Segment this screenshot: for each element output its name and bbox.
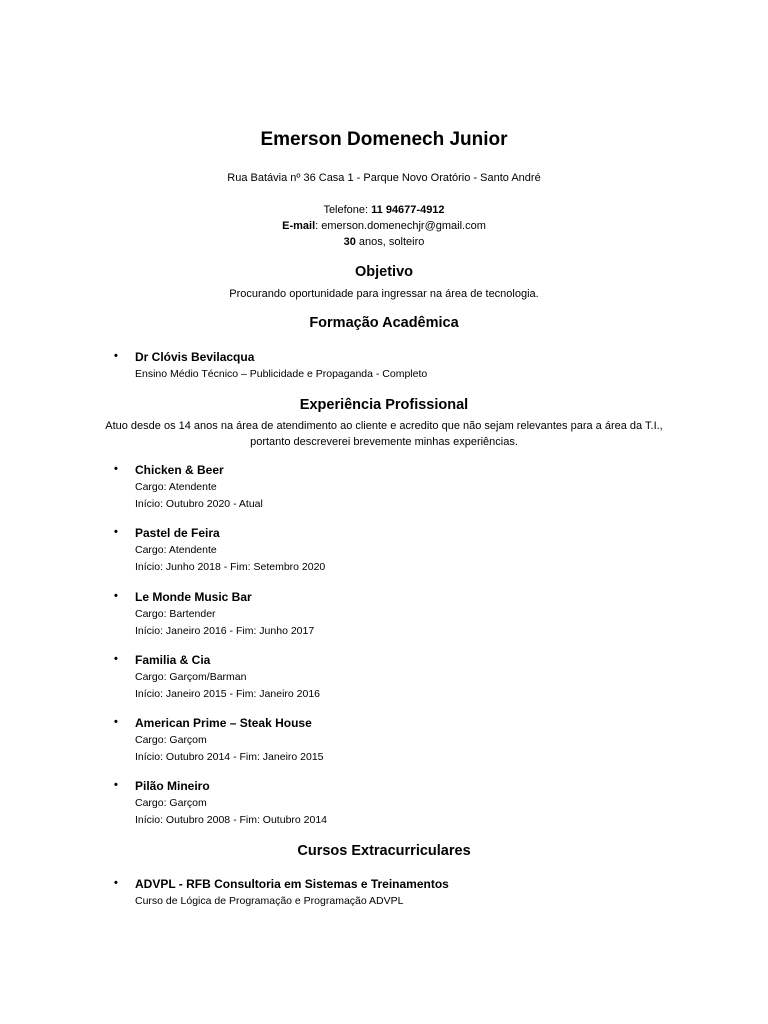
age-line <box>0 234 768 250</box>
phone-label: Telefone: <box>323 204 372 216</box>
phone-value: 11 94677-4912 <box>371 204 445 216</box>
experience-company: Pilão Mineiro <box>135 779 210 793</box>
experience-intro-line1: Atuo desde os 14 anos na área de atendimento ao cliente e acredito que não sejam relevantes para a área da T.I., <box>105 420 663 432</box>
bullet: • <box>114 653 118 665</box>
experience-company: Le Monde Music Bar <box>135 590 252 604</box>
experience-company: Chicken & Beer <box>135 463 224 477</box>
experience-heading: Experiência Profissional <box>299 397 469 413</box>
experience-role: Cargo: Garçom <box>135 734 207 746</box>
bullet: • <box>114 350 118 362</box>
experience-period: Início: Outubro 2008 - Fim: Outubro 2014 <box>135 814 328 826</box>
education-detail: Ensino Médio Técnico – Publicidade e Propaganda - Completo <box>135 368 428 380</box>
bullet: • <box>114 779 118 791</box>
experience-item <box>114 462 674 513</box>
age-value: 30 <box>343 236 356 248</box>
phone-line <box>0 202 768 218</box>
education-item <box>114 349 674 383</box>
objective-text: Procurando oportunidade para ingressar na área de tecnologia. <box>229 288 539 300</box>
address: Rua Batávia nº 36 Casa 1 - Parque Novo Oratório - Santo André <box>227 172 541 184</box>
email-value: : emerson.domenechjr@gmail.com <box>315 220 486 232</box>
email-line <box>0 218 768 234</box>
education-heading: Formação Acadêmica <box>309 315 459 331</box>
experience-role: Cargo: Garçom <box>135 797 207 809</box>
age-rest: anos, solteiro <box>355 236 425 248</box>
course-name: ADVPL - RFB Consultoria em Sistemas e Treinamentos <box>135 877 449 891</box>
course-item <box>114 876 674 910</box>
experience-period: Início: Junho 2018 - Fim: Setembro 2020 <box>135 561 326 573</box>
course-detail: Curso de Lógica de Programação e Programação ADVPL <box>135 895 404 907</box>
experience-period: Início: Outubro 2020 - Atual <box>135 498 263 510</box>
experience-role: Cargo: Garçom/Barman <box>135 671 247 683</box>
bullet: • <box>114 877 118 889</box>
experience-item <box>114 778 674 829</box>
experience-period: Início: Janeiro 2015 - Fim: Janeiro 2016 <box>135 688 321 700</box>
experience-item <box>114 589 674 640</box>
bullet: • <box>114 463 118 475</box>
experience-company: Pastel de Feira <box>135 526 220 540</box>
experience-item <box>114 715 674 766</box>
experience-item <box>114 525 674 576</box>
experience-item <box>114 652 674 703</box>
experience-company: American Prime – Steak House <box>135 716 312 730</box>
experience-period: Início: Janeiro 2016 - Fim: Junho 2017 <box>135 625 315 637</box>
experience-role: Cargo: Bartender <box>135 608 216 620</box>
experience-intro-line2: portanto descreverei brevemente minhas experiências. <box>250 436 518 448</box>
experience-period: Início: Outubro 2014 - Fim: Janeiro 2015 <box>135 751 324 763</box>
experience-role: Cargo: Atendente <box>135 544 217 556</box>
objective-heading: Objetivo <box>354 264 413 280</box>
bullet: • <box>114 526 118 538</box>
bullet: • <box>114 716 118 728</box>
experience-company: Familia & Cia <box>135 653 211 667</box>
email-label: E-mail <box>282 220 316 232</box>
experience-role: Cargo: Atendente <box>135 481 217 493</box>
courses-heading: Cursos Extracurriculares <box>297 843 471 859</box>
bullet: • <box>114 590 118 602</box>
education-school: Dr Clóvis Bevilacqua <box>135 350 255 364</box>
candidate-name: Emerson Domenech Junior <box>260 129 508 150</box>
